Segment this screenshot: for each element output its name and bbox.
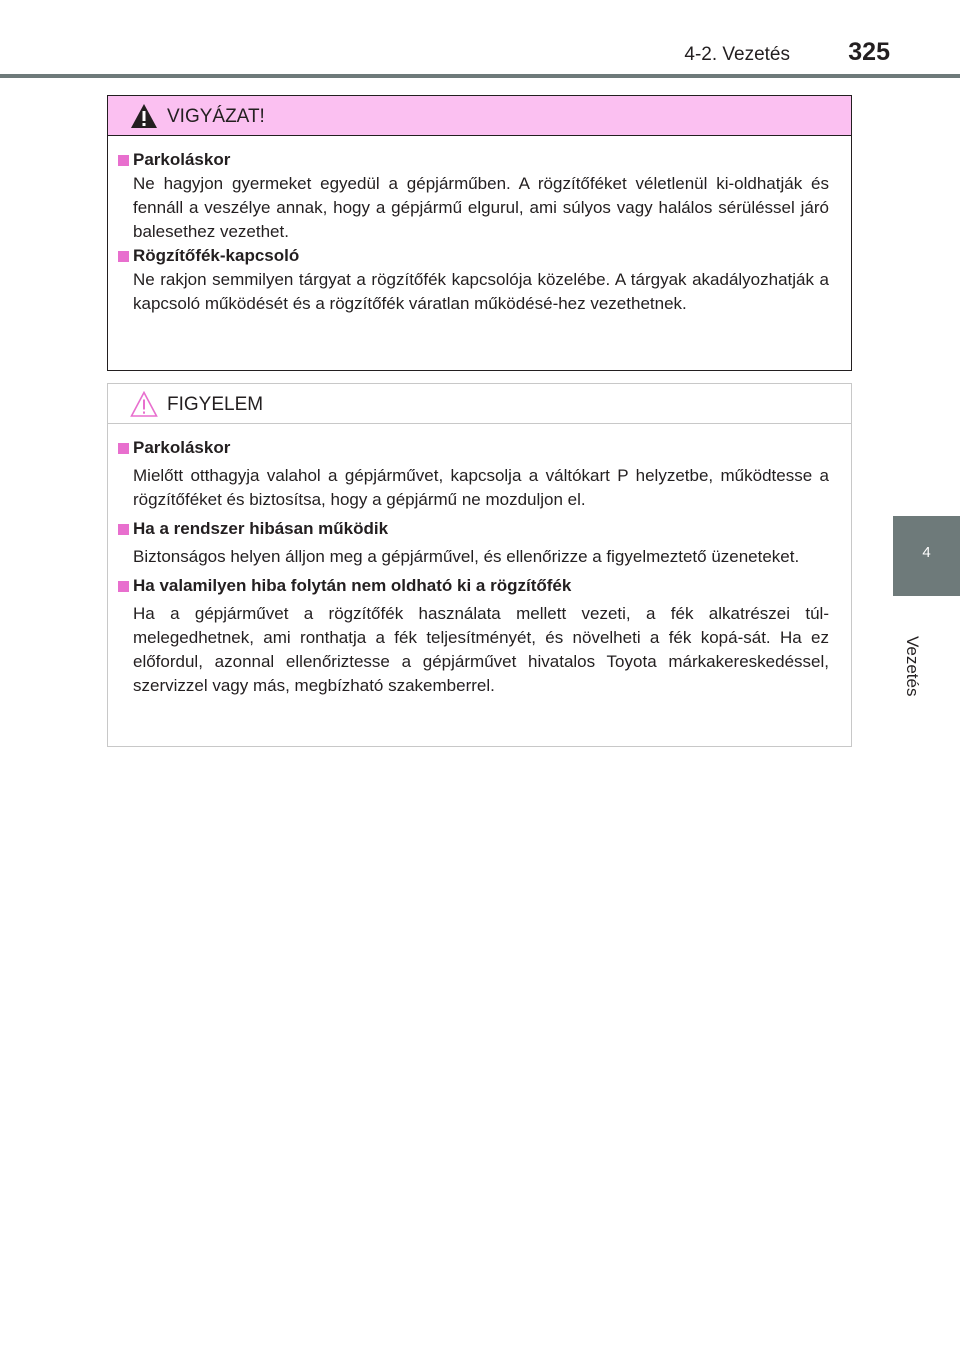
warning-section-heading [118,148,829,172]
caution-section-text: Biztonságos helyen álljon meg a gépjárművel, és ellenőrizze a figyelmeztető üzeneteket. [133,547,800,566]
caution-section-heading [118,436,829,460]
warning-box [107,95,852,371]
caution-section-heading [118,574,829,598]
caution-header [108,384,851,424]
heading-text: Ha a rendszer hibásan működik [133,519,389,538]
heading-text: Parkoláskor [133,150,231,169]
warning-label: VIGYÁZAT! [167,106,265,127]
warning-section [118,148,829,244]
caution-label: FIGYELEM [167,394,264,415]
square-bullet-icon [118,581,129,592]
heading-text: Parkoláskor [133,438,231,457]
caution-section-heading [118,517,829,541]
caution-section-text: Ha a gépjárművet a rögzítőfék használata mellett vezeti, a fék alkatrészei túl-melegedhetnek, ami ronthatja a fék teljesítményét, és növelheti a fék kopá-sát. Ha ez előfordul, azonnal ellenőriztesse a gépjárművet hivatalos Toyota márkakereskedéssel, szervizzel vagy más, megbízható szakemberrel. [133,604,829,695]
square-bullet-icon [118,251,129,262]
warning-section [118,244,829,316]
caution-box [107,383,852,747]
warning-section-heading [118,244,829,268]
caution-section-text: Mielőtt otthagyja valahol a gépjárművet, kapcsolja a váltókart P helyzetbe, működtesse a rögzítőféket és biztosítsa, hogy a gépjármű ne mozduljon el. [133,466,829,509]
chapter-tab [893,516,960,596]
chapter-label-container [902,636,942,736]
caution-section [118,436,829,512]
page-number: 325 [848,38,890,66]
warning-triangle-filled-icon [130,103,158,129]
caution-section [118,517,829,569]
header-rule [0,74,960,78]
heading-text: Rögzítőfék-kapcsoló [133,246,300,265]
caution-body [108,424,851,698]
caution-section [118,574,829,698]
warning-body [108,136,851,316]
chapter-number: 4 [922,544,931,561]
square-bullet-icon [118,155,129,166]
warning-section-text: Ne rakjon semmilyen tárgyat a rögzítőfék kapcsolója közelébe. A tárgyak akadályozhatják a kapcsoló működését és a rögzítőfék váratlan működésé-hez vezethetnek. [133,270,829,313]
warning-triangle-outline-icon [130,391,158,417]
warning-header [108,96,851,136]
warning-section-text: Ne hagyjon gyermeket egyedül a gépjárműben. A rögzítőféket véletlenül ki-oldhatják és fennáll a veszélye annak, hogy a gépjármű elgurul, ami súlyos vagy halálos sérüléssel járó balesethez vezethet. [133,174,829,241]
square-bullet-icon [118,524,129,535]
square-bullet-icon [118,443,129,454]
heading-text: Ha valamilyen hiba folytán nem oldható ki a rögzítőfék [133,576,572,595]
section-title: 4-2. Vezetés [684,44,790,65]
chapter-label: Vezetés [903,636,922,697]
